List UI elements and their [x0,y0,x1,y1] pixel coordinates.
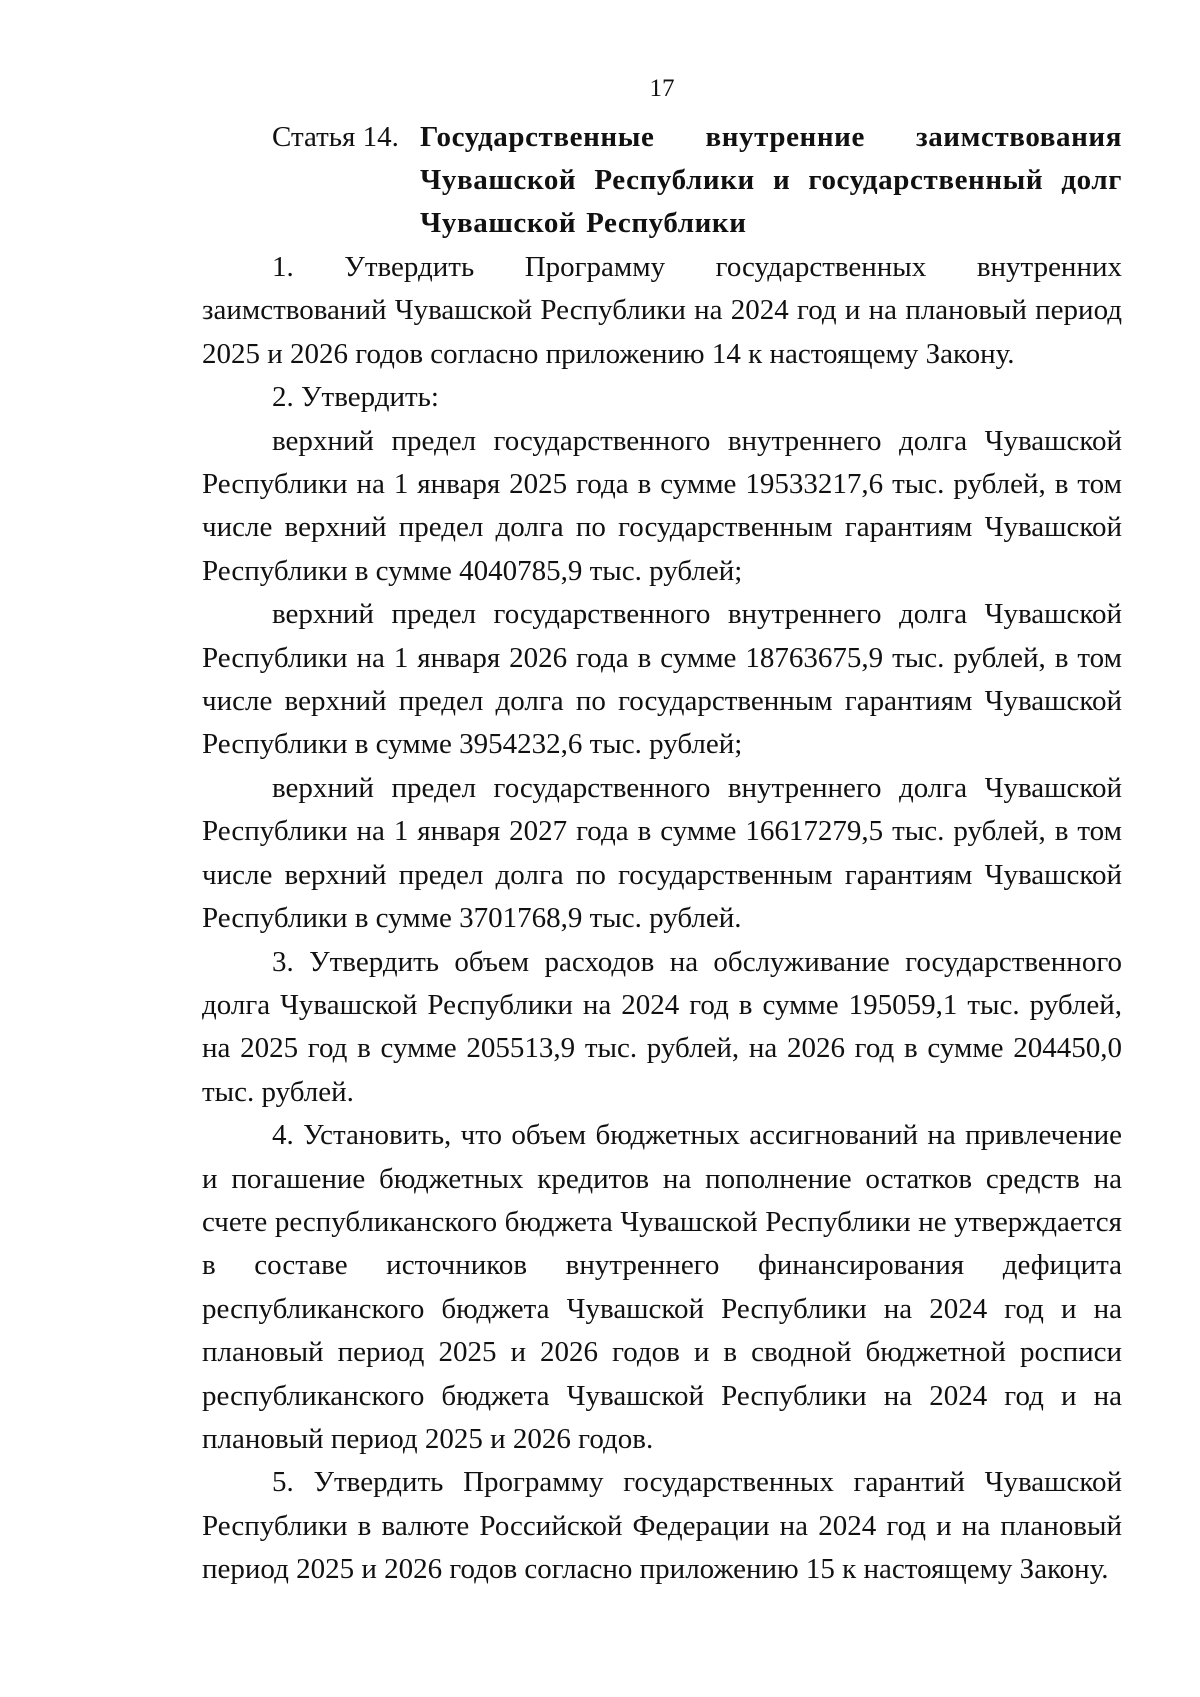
article-heading [272,116,1122,245]
paragraph-1-borrowing-program: 1. Утвердить Программу государственных внутренних заимствований Чувашской Республики на 2024 год и на плановый период 2025 и 2026 годов согласно приложению 14 к настоящему Закону. [202,251,1122,370]
paragraph-debt-limit-2025: верхний предел государственного внутреннего долга Чувашской Республики на 1 января 2025 года в сумме 19533217,6 тыс. рублей, в том числе верхний предел долга по государственным гарантиям Чувашской Республики в сумме 4040785,9 тыс. рублей; [202,424,1122,587]
article-body [202,246,1122,1592]
article-label: Статья 14. [272,121,399,153]
article-title: Государственные внутренние заимствования Чувашской Республики и государственный долг Чувашской Республики [420,121,1122,239]
paragraph-5-guarantees-program: 5. Утвердить Программу государственных гарантий Чувашской Республики в валюте Российской Федерации на 2024 год и на плановый период 2025 и 2026 годов согласно приложению 15 к настоящему Закону. [202,1466,1122,1586]
paragraph-4-budget-credits: 4. Установить, что объем бюджетных ассигнований на привлечение и погашение бюджетных кредитов на пополнение остатков средств на счете республиканского бюджета Чувашской Республики не утверждается в составе источников внутреннего финансирования дефицита республиканского бюджета Чувашской Республики на 2024 год и на плановый период 2025 и 2026 годов и в сводной бюджетной росписи республиканского бюджета Чувашской Республики на 2024 год и на плановый период 2025 и 2026 годов. [202,1119,1122,1455]
paragraph-debt-limit-2027: верхний предел государственного внутреннего долга Чувашской Республики на 1 января 2027 года в сумме 16617279,5 тыс. рублей, в том числе верхний предел долга по государственным гарантиям Чувашской Республики в сумме 3701768,9 тыс. рублей. [202,771,1122,935]
paragraph-debt-limit-2026: верхний предел государственного внутреннего долга Чувашской Республики на 1 января 2026 года в сумме 18763675,9 тыс. рублей, в том числе верхний предел долга по государственным гарантиям Чувашской Республики в сумме 3954232,6 тыс. рублей; [202,598,1122,761]
paragraph-2-approve: 2. Утвердить: [272,381,439,414]
paragraph-3-debt-service: 3. Утвердить объем расходов на обслуживание государственного долга Чувашской Республики на 2024 год в сумме 195059,1 тыс. рублей, на 2025 год в сумме 205513,9 тыс. рублей, на 2026 год в сумме 204450,0 тыс. рублей. [202,945,1122,1108]
page-number: 17 [649,75,675,102]
